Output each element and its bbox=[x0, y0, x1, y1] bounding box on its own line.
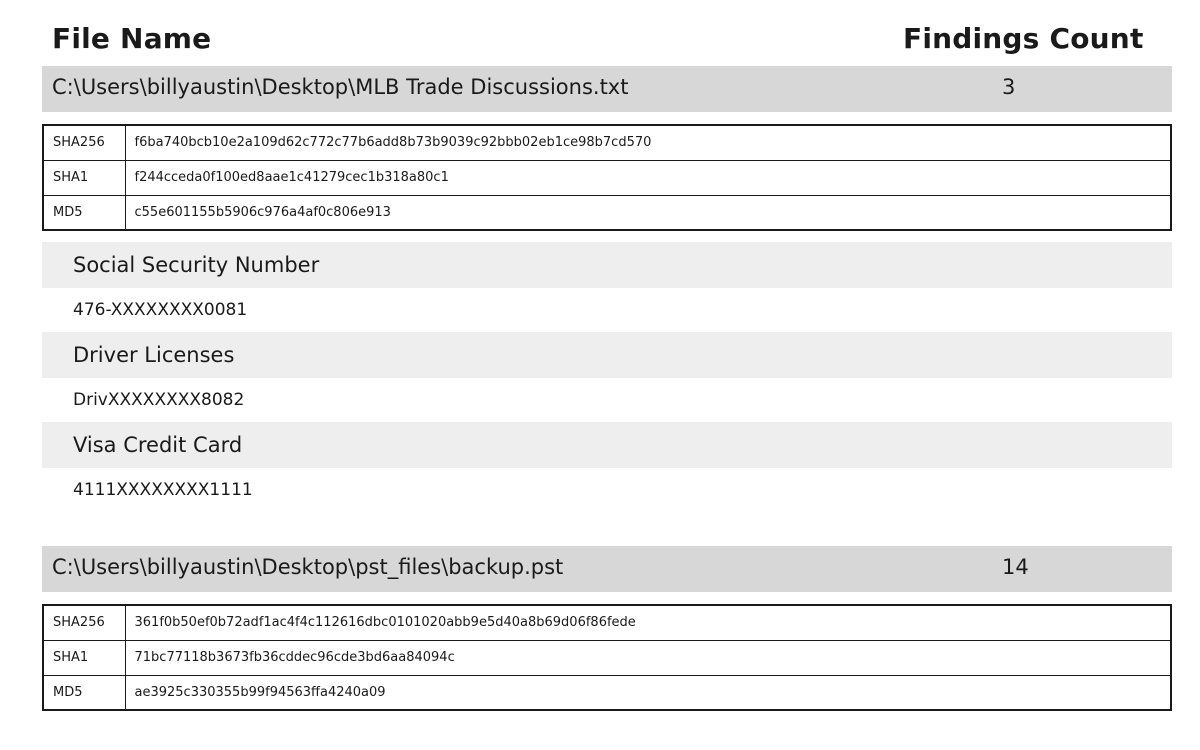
hash-value: 71bc77118b3673fb36cddec96cde3bd6aa84094c bbox=[125, 640, 1171, 675]
finding-type-header bbox=[42, 242, 1172, 288]
table-row bbox=[43, 125, 1171, 160]
hash-value: c55e601155b5906c976a4af0c806e913 bbox=[125, 195, 1171, 230]
finding-value: 4111XXXXXXXX1111 bbox=[73, 480, 253, 500]
hash-value: ae3925c330355b99f94563ffa4240a09 bbox=[125, 675, 1171, 710]
file-row[interactable] bbox=[42, 66, 1172, 112]
finding-value: 476-XXXXXXXX0081 bbox=[73, 300, 248, 320]
hash-value: f244cceda0f100ed8aae1c41279cec1b318a80c1 bbox=[125, 160, 1171, 195]
finding-type-header bbox=[42, 422, 1172, 468]
table-row bbox=[43, 195, 1171, 230]
finding-type-label: Social Security Number bbox=[73, 253, 320, 277]
table-row bbox=[43, 640, 1171, 675]
hash-algorithm: SHA256 bbox=[43, 605, 125, 640]
hash-algorithm: SHA256 bbox=[43, 125, 125, 160]
report-header bbox=[0, 22, 1200, 62]
hash-value: 361f0b50ef0b72adf1ac4f4c112616dbc0101020abb9e5d40a8b69d06f86fede bbox=[125, 605, 1171, 640]
finding-value-row bbox=[42, 378, 1172, 422]
finding-value-row bbox=[42, 468, 1172, 512]
file-entry bbox=[42, 546, 1172, 711]
findings-count: 3 bbox=[1002, 75, 1016, 99]
file-path: C:\Users\billyaustin\Desktop\MLB Trade Discussions.txt bbox=[52, 75, 629, 99]
finding-value: DrivXXXXXXXX8082 bbox=[73, 390, 245, 410]
findings-count-column-header: Findings Count bbox=[903, 22, 1144, 55]
file-name-column-header: File Name bbox=[52, 22, 212, 55]
file-path: C:\Users\billyaustin\Desktop\pst_files\backup.pst bbox=[52, 555, 564, 579]
hash-value: f6ba740bcb10e2a109d62c772c77b6add8b73b9039c92bbb02eb1ce98b7cd570 bbox=[125, 125, 1171, 160]
table-row bbox=[43, 160, 1171, 195]
hash-algorithm: MD5 bbox=[43, 195, 125, 230]
hash-table bbox=[42, 604, 1172, 711]
finding-type-header bbox=[42, 332, 1172, 378]
hash-algorithm: SHA1 bbox=[43, 160, 125, 195]
hash-algorithm: MD5 bbox=[43, 675, 125, 710]
file-row[interactable] bbox=[42, 546, 1172, 592]
finding-type-label: Visa Credit Card bbox=[73, 433, 243, 457]
table-row bbox=[43, 675, 1171, 710]
file-entry bbox=[42, 66, 1172, 512]
finding-type-label: Driver Licenses bbox=[73, 343, 235, 367]
table-row bbox=[43, 605, 1171, 640]
finding-value-row bbox=[42, 288, 1172, 332]
findings-list bbox=[42, 242, 1172, 512]
hash-table bbox=[42, 124, 1172, 231]
hash-algorithm: SHA1 bbox=[43, 640, 125, 675]
findings-count: 14 bbox=[1002, 555, 1029, 579]
